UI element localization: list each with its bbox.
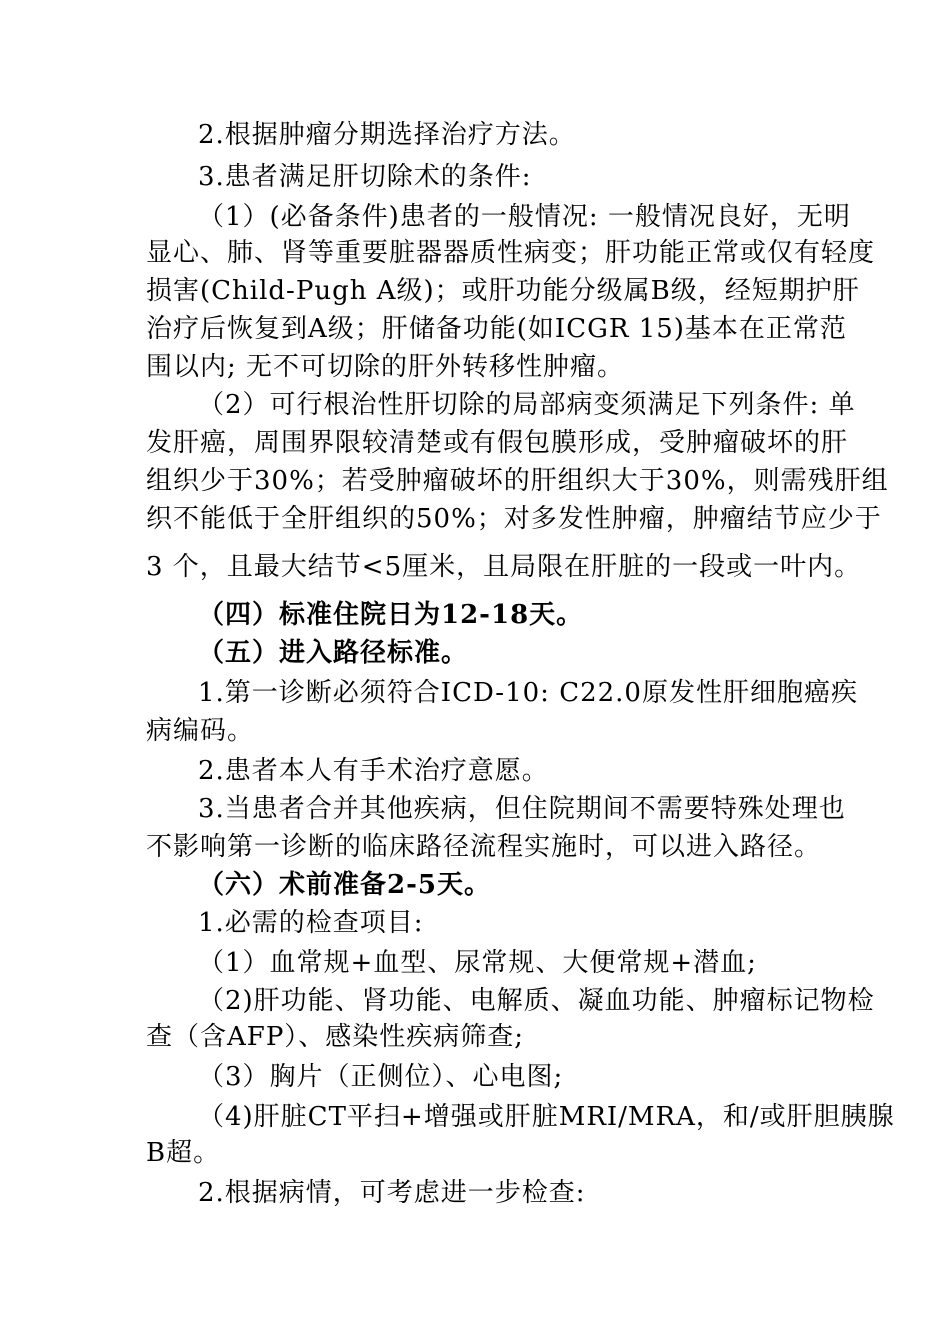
text-line: 病编码。 <box>146 716 255 746</box>
text-line: 发肝癌，周围界限较清楚或有假包膜形成，受肿瘤破坏的肝 <box>146 428 849 458</box>
text-line: B超。 <box>146 1138 221 1168</box>
text-line: （1）血常规+血型、尿常规、大便常规+潜血; <box>198 948 757 978</box>
text-line: 损害(Child-Pugh A级)；或肝功能分级属B级，经短期护肝 <box>146 276 860 306</box>
text-line: 2.患者本人有手术治疗意愿。 <box>198 756 549 786</box>
text-line: 围以内; 无不可切除的肝外转移性肿瘤。 <box>146 352 625 382</box>
text-line: （2）可行根治性肝切除的局部病变须满足下列条件: 单 <box>198 390 856 420</box>
text-line: 治疗后恢复到A级；肝储备功能(如ICGR 15)基本在正常范 <box>146 314 847 344</box>
text-line: 不影响第一诊断的临床路径流程实施时，可以进入路径。 <box>146 832 822 862</box>
text-line: 3.当患者合并其他疾病，但住院期间不需要特殊处理也 <box>198 794 846 824</box>
text-line: （1）(必备条件)患者的一般情况: 一般情况良好，无明 <box>198 202 851 232</box>
section-heading: （六）术前准备2-5天。 <box>198 870 491 900</box>
text-line: 1.第一诊断必须符合ICD-10: C22.0原发性肝细胞癌疾 <box>198 678 858 708</box>
text-line: 查（含AFP）、感染性疾病筛查; <box>146 1022 525 1052</box>
text-line: 组织少于30%；若受肿瘤破坏的肝组织大于30%，则需残肝组 <box>146 466 889 496</box>
text-line: 3 个，且最大结节<5厘米，且局限在肝脏的一段或一叶内。 <box>146 552 862 582</box>
text-line: （3）胸片（正侧位）、心电图; <box>198 1062 564 1092</box>
text-line: 2.根据病情，可考虑进一步检查: <box>198 1178 586 1208</box>
text-line: 1.必需的检查项目: <box>198 908 424 938</box>
section-heading: （四）标准住院日为12-18天。 <box>198 600 584 630</box>
text-line: （4)肝脏CT平扫+增强或肝脏MRI/MRA，和/或肝胆胰腺 <box>198 1102 895 1132</box>
text-line: （2)肝功能、肾功能、电解质、凝血功能、肿瘤标记物检 <box>198 986 875 1016</box>
text-line: 显心、肺、肾等重要脏器器质性病变；肝功能正常或仅有轻度 <box>146 238 876 268</box>
text-line: 3.患者满足肝切除术的条件: <box>198 162 532 192</box>
section-heading: （五）进入路径标准。 <box>198 638 469 668</box>
text-line: 织不能低于全肝组织的50%；对多发性肿瘤，肿瘤结节应少于 <box>146 504 882 534</box>
text-line: 2.根据肿瘤分期选择治疗方法。 <box>198 120 576 150</box>
